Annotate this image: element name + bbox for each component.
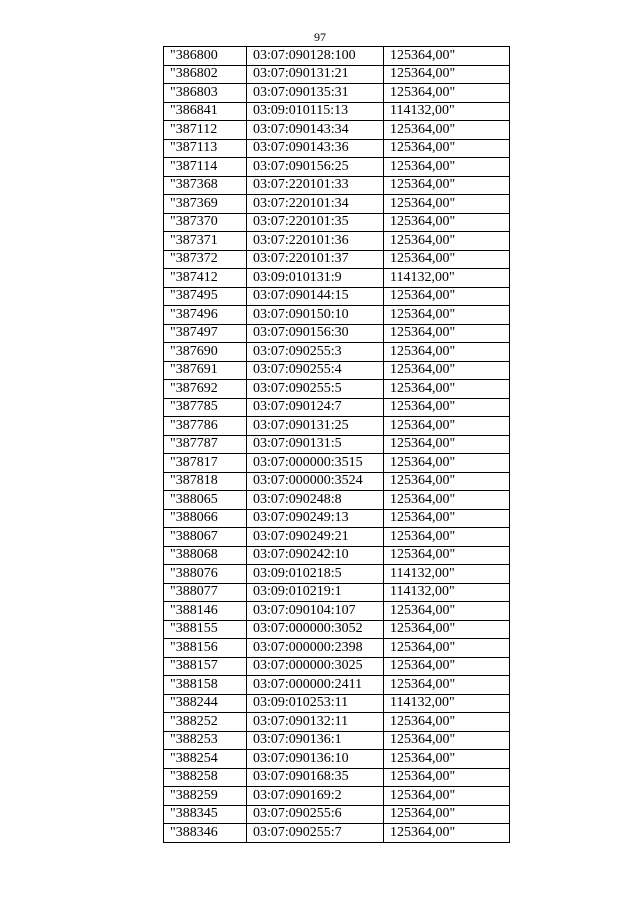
row-id-cell: "388252 <box>164 713 247 732</box>
table-body <box>164 47 510 843</box>
table-row <box>164 620 510 639</box>
amount-cell: 125364,00" <box>384 306 510 325</box>
cadastral-number-cell: 03:09:010131:9 <box>247 269 384 288</box>
cadastral-number-cell: 03:07:090131:21 <box>247 65 384 84</box>
row-id-cell: "388345 <box>164 805 247 824</box>
row-id-cell: "388258 <box>164 768 247 787</box>
cadastral-number-cell: 03:07:090128:100 <box>247 47 384 66</box>
cadastral-number-cell: 03:07:090156:25 <box>247 158 384 177</box>
table-row <box>164 213 510 232</box>
cadastral-number-cell: 03:07:090132:11 <box>247 713 384 732</box>
row-id-cell: "387787 <box>164 435 247 454</box>
table-row <box>164 343 510 362</box>
row-id-cell: "388066 <box>164 509 247 528</box>
table-row <box>164 121 510 140</box>
table-row <box>164 287 510 306</box>
table-row <box>164 694 510 713</box>
cadastral-number-cell: 03:07:090255:4 <box>247 361 384 380</box>
cadastral-number-cell: 03:07:090255:7 <box>247 824 384 843</box>
row-id-cell: "387113 <box>164 139 247 158</box>
cadastral-number-cell: 03:07:090156:30 <box>247 324 384 343</box>
row-id-cell: "388077 <box>164 583 247 602</box>
table-row <box>164 398 510 417</box>
row-id-cell: "388076 <box>164 565 247 584</box>
cadastral-number-cell: 03:07:090131:25 <box>247 417 384 436</box>
row-id-cell: "387817 <box>164 454 247 473</box>
amount-cell: 125364,00" <box>384 435 510 454</box>
cadastral-number-cell: 03:07:090136:1 <box>247 731 384 750</box>
row-id-cell: "387497 <box>164 324 247 343</box>
cadastral-number-cell: 03:07:090168:35 <box>247 768 384 787</box>
row-id-cell: "387114 <box>164 158 247 177</box>
cadastral-number-cell: 03:07:090255:5 <box>247 380 384 399</box>
amount-cell: 125364,00" <box>384 768 510 787</box>
table-row <box>164 195 510 214</box>
table-row <box>164 528 510 547</box>
cadastral-number-cell: 03:07:090131:5 <box>247 435 384 454</box>
table-row <box>164 435 510 454</box>
amount-cell: 125364,00" <box>384 176 510 195</box>
amount-cell: 125364,00" <box>384 676 510 695</box>
table-row <box>164 602 510 621</box>
amount-cell: 125364,00" <box>384 546 510 565</box>
row-id-cell: "387691 <box>164 361 247 380</box>
cadastral-number-cell: 03:09:010219:1 <box>247 583 384 602</box>
row-id-cell: "387371 <box>164 232 247 251</box>
table-row <box>164 787 510 806</box>
cadastral-number-cell: 03:07:220101:34 <box>247 195 384 214</box>
amount-cell: 125364,00" <box>384 250 510 269</box>
amount-cell: 125364,00" <box>384 509 510 528</box>
cadastral-number-cell: 03:07:090242:10 <box>247 546 384 565</box>
cadastral-number-cell: 03:07:220101:35 <box>247 213 384 232</box>
amount-cell: 125364,00" <box>384 472 510 491</box>
table-row <box>164 768 510 787</box>
table-row <box>164 824 510 843</box>
amount-cell: 125364,00" <box>384 528 510 547</box>
table-row <box>164 176 510 195</box>
table-row <box>164 491 510 510</box>
amount-cell: 125364,00" <box>384 620 510 639</box>
row-id-cell: "388155 <box>164 620 247 639</box>
amount-cell: 114132,00" <box>384 694 510 713</box>
cadastral-number-cell: 03:07:220101:37 <box>247 250 384 269</box>
table-row <box>164 676 510 695</box>
amount-cell: 125364,00" <box>384 657 510 676</box>
amount-cell: 125364,00" <box>384 65 510 84</box>
row-id-cell: "387112 <box>164 121 247 140</box>
table-row <box>164 639 510 658</box>
table-row <box>164 509 510 528</box>
cadastral-number-cell: 03:07:090248:8 <box>247 491 384 510</box>
row-id-cell: "387785 <box>164 398 247 417</box>
amount-cell: 125364,00" <box>384 713 510 732</box>
cadastral-number-cell: 03:07:090249:21 <box>247 528 384 547</box>
amount-cell: 125364,00" <box>384 417 510 436</box>
amount-cell: 125364,00" <box>384 398 510 417</box>
table-row <box>164 546 510 565</box>
table-row <box>164 565 510 584</box>
row-id-cell: "388254 <box>164 750 247 769</box>
amount-cell: 125364,00" <box>384 139 510 158</box>
table-row <box>164 84 510 103</box>
table-row <box>164 361 510 380</box>
cadastral-number-cell: 03:07:090169:2 <box>247 787 384 806</box>
row-id-cell: "386841 <box>164 102 247 121</box>
amount-cell: 125364,00" <box>384 750 510 769</box>
table-row <box>164 250 510 269</box>
table-row <box>164 306 510 325</box>
amount-cell: 114132,00" <box>384 269 510 288</box>
cadastral-number-cell: 03:07:000000:2398 <box>247 639 384 658</box>
amount-cell: 125364,00" <box>384 805 510 824</box>
amount-cell: 125364,00" <box>384 787 510 806</box>
row-id-cell: "388244 <box>164 694 247 713</box>
amount-cell: 114132,00" <box>384 102 510 121</box>
table-row <box>164 232 510 251</box>
row-id-cell: "388158 <box>164 676 247 695</box>
row-id-cell: "387370 <box>164 213 247 232</box>
row-id-cell: "388157 <box>164 657 247 676</box>
row-id-cell: "386803 <box>164 84 247 103</box>
cadastral-number-cell: 03:07:220101:33 <box>247 176 384 195</box>
amount-cell: 125364,00" <box>384 195 510 214</box>
amount-cell: 114132,00" <box>384 565 510 584</box>
cadastral-number-cell: 03:07:000000:3524 <box>247 472 384 491</box>
amount-cell: 125364,00" <box>384 361 510 380</box>
cadastral-number-cell: 03:07:090104:107 <box>247 602 384 621</box>
amount-cell: 125364,00" <box>384 121 510 140</box>
table-row <box>164 269 510 288</box>
row-id-cell: "387372 <box>164 250 247 269</box>
table-row <box>164 583 510 602</box>
amount-cell: 125364,00" <box>384 731 510 750</box>
row-id-cell: "388346 <box>164 824 247 843</box>
data-table <box>163 46 510 843</box>
cadastral-number-cell: 03:07:000000:3515 <box>247 454 384 473</box>
row-id-cell: "388067 <box>164 528 247 547</box>
cadastral-number-cell: 03:07:000000:2411 <box>247 676 384 695</box>
row-id-cell: "388253 <box>164 731 247 750</box>
table-row <box>164 158 510 177</box>
table-row <box>164 657 510 676</box>
table-row <box>164 102 510 121</box>
cadastral-number-cell: 03:07:090255:6 <box>247 805 384 824</box>
amount-cell: 125364,00" <box>384 47 510 66</box>
table-row <box>164 454 510 473</box>
page-number: 97 <box>314 30 326 44</box>
table-row <box>164 713 510 732</box>
table-row <box>164 750 510 769</box>
row-id-cell: "386800 <box>164 47 247 66</box>
cadastral-number-cell: 03:07:090255:3 <box>247 343 384 362</box>
table-row <box>164 324 510 343</box>
amount-cell: 125364,00" <box>384 454 510 473</box>
cadastral-number-cell: 03:07:000000:3025 <box>247 657 384 676</box>
cadastral-number-cell: 03:07:090150:10 <box>247 306 384 325</box>
cadastral-number-cell: 03:09:010253:11 <box>247 694 384 713</box>
amount-cell: 114132,00" <box>384 583 510 602</box>
cadastral-number-cell: 03:07:090144:15 <box>247 287 384 306</box>
table-row <box>164 47 510 66</box>
table-row <box>164 731 510 750</box>
cadastral-number-cell: 03:07:000000:3052 <box>247 620 384 639</box>
amount-cell: 125364,00" <box>384 287 510 306</box>
cadastral-number-cell: 03:07:090143:34 <box>247 121 384 140</box>
amount-cell: 125364,00" <box>384 343 510 362</box>
amount-cell: 125364,00" <box>384 232 510 251</box>
row-id-cell: "386802 <box>164 65 247 84</box>
row-id-cell: "388068 <box>164 546 247 565</box>
row-id-cell: "388146 <box>164 602 247 621</box>
table-row <box>164 65 510 84</box>
amount-cell: 125364,00" <box>384 824 510 843</box>
amount-cell: 125364,00" <box>384 380 510 399</box>
row-id-cell: "388259 <box>164 787 247 806</box>
row-id-cell: "387818 <box>164 472 247 491</box>
row-id-cell: "387692 <box>164 380 247 399</box>
amount-cell: 125364,00" <box>384 84 510 103</box>
row-id-cell: "387412 <box>164 269 247 288</box>
cadastral-number-cell: 03:07:090249:13 <box>247 509 384 528</box>
cadastral-number-cell: 03:09:010218:5 <box>247 565 384 584</box>
row-id-cell: "388065 <box>164 491 247 510</box>
cadastral-number-cell: 03:07:090143:36 <box>247 139 384 158</box>
row-id-cell: "388156 <box>164 639 247 658</box>
row-id-cell: "387495 <box>164 287 247 306</box>
row-id-cell: "387786 <box>164 417 247 436</box>
cadastral-number-cell: 03:07:090136:10 <box>247 750 384 769</box>
cadastral-number-cell: 03:09:010115:13 <box>247 102 384 121</box>
row-id-cell: "387368 <box>164 176 247 195</box>
cadastral-number-cell: 03:07:090124:7 <box>247 398 384 417</box>
row-id-cell: "387496 <box>164 306 247 325</box>
table-row <box>164 380 510 399</box>
amount-cell: 125364,00" <box>384 491 510 510</box>
table-row <box>164 139 510 158</box>
amount-cell: 125364,00" <box>384 213 510 232</box>
row-id-cell: "387690 <box>164 343 247 362</box>
amount-cell: 125364,00" <box>384 639 510 658</box>
cadastral-number-cell: 03:07:220101:36 <box>247 232 384 251</box>
table-row <box>164 472 510 491</box>
amount-cell: 125364,00" <box>384 324 510 343</box>
cadastral-number-cell: 03:07:090135:31 <box>247 84 384 103</box>
table-row <box>164 805 510 824</box>
row-id-cell: "387369 <box>164 195 247 214</box>
amount-cell: 125364,00" <box>384 602 510 621</box>
table-row <box>164 417 510 436</box>
amount-cell: 125364,00" <box>384 158 510 177</box>
